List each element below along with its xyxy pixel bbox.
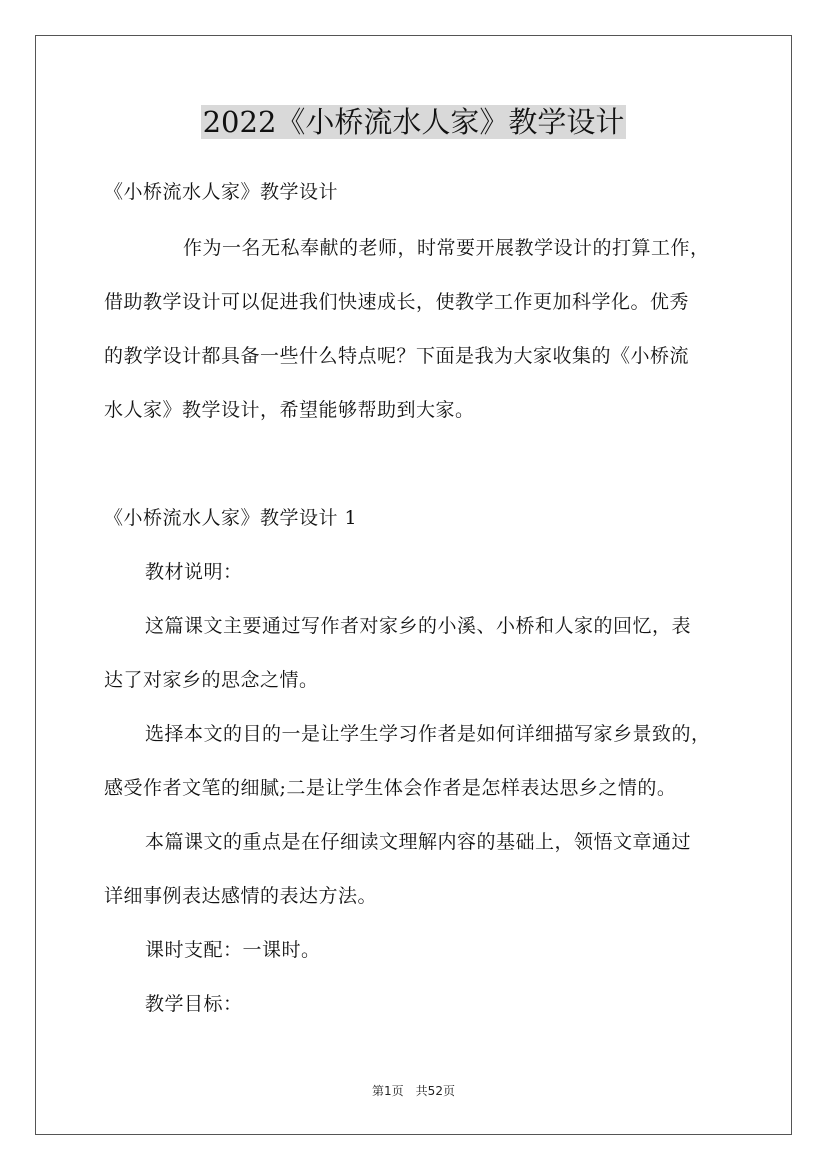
body-line-8: 课时支配：一课时。: [145, 939, 321, 961]
intro-line-4: 水人家》教学设计，希望能够帮助到大家。: [104, 399, 475, 421]
section-heading: 《小桥流水人家》教学设计 1: [104, 507, 358, 529]
body-line-7: 详细事例表达感情的表达方法。: [104, 885, 378, 907]
page-footer: 第1页 共52页: [372, 1084, 455, 1098]
intro-line-1: 作为一名无私奉献的老师，时常要开展教学设计的打算工作，: [183, 237, 710, 259]
intro-line-3: 的教学设计都具备一些什么特点呢？下面是我为大家收集的《小桥流: [104, 345, 690, 367]
document-title-text: 2022《小桥流水人家》教学设计: [202, 105, 625, 139]
body-line-4: 选择本文的目的一是让学生学习作者是如何详细描写家乡景致的，: [145, 723, 711, 745]
body-line-2: 这篇课文主要通过写作者对家乡的小溪、小桥和人家的回忆，表: [145, 615, 692, 637]
intro-line-2: 借助教学设计可以促进我们快速成长，使教学工作更加科学化。优秀: [104, 291, 690, 313]
document-subtitle: 《小桥流水人家》教学设计: [104, 181, 339, 203]
body-line-3: 达了对家乡的思念之情。: [104, 669, 319, 691]
body-line-5: 感受作者文笔的细腻;二是让学生体会作者是怎样表达思乡之情的。: [104, 777, 677, 799]
body-line-9: 教学目标：: [145, 993, 243, 1015]
document-title: [0, 100, 827, 144]
body-line-6: 本篇课文的重点是在仔细读文理解内容的基础上，领悟文章通过: [145, 831, 692, 853]
body-line-1: 教材说明：: [145, 561, 243, 583]
